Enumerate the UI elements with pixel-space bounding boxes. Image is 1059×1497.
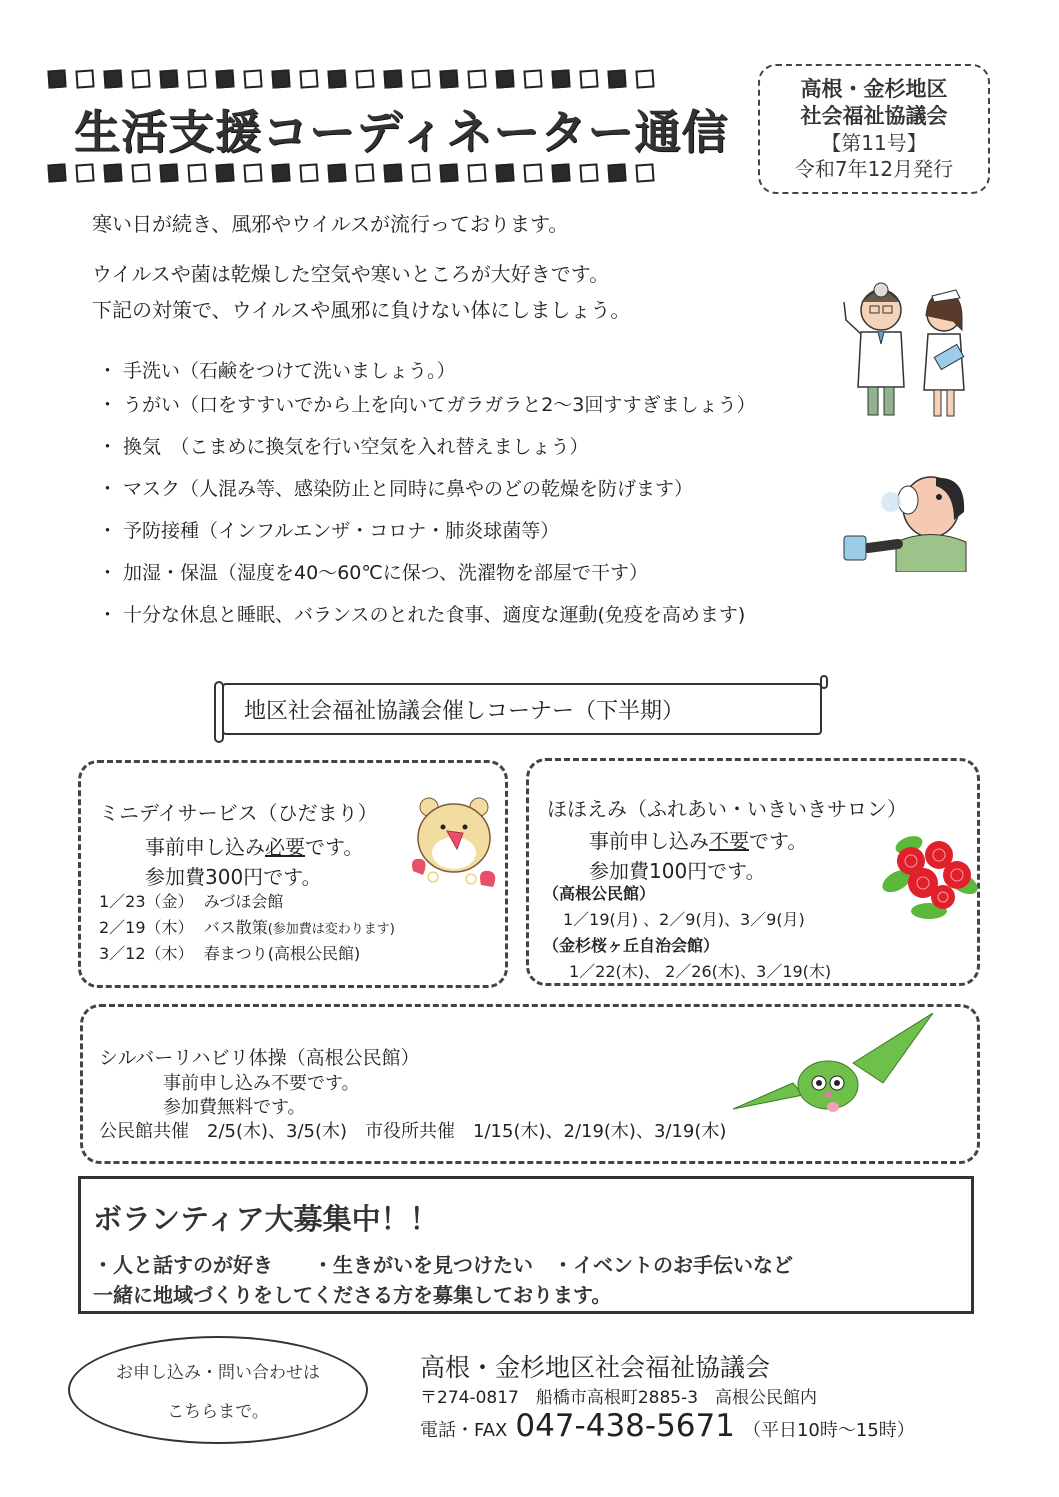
bullet-icon: ・: [98, 360, 118, 382]
hohoemi-registration: [589, 825, 807, 854]
mini-day-fee: 参加費300円です。: [145, 865, 322, 889]
tip-item: [98, 516, 559, 543]
events-banner-text: 地区社会福祉協議会催しコーナー（下半期）: [244, 698, 685, 724]
red-roses-illustration-icon: [879, 831, 979, 921]
events-banner: [222, 683, 822, 735]
bubble-line-2: こちらまで。: [167, 1402, 269, 1422]
hohoemi-dates-1: 1／19(月) 、2／9(月)、3／9(月): [563, 910, 805, 929]
issue-number: 【第11号】: [821, 131, 927, 155]
bullet-icon: ・: [98, 604, 118, 626]
hamster-strawberry-illustration-icon: [399, 793, 509, 893]
volunteer-title: ボランティア大募集中！！: [93, 1202, 439, 1236]
tip-item: [98, 558, 648, 585]
bubble-line-1: お申し込み・問い合わせは: [116, 1363, 320, 1383]
intro-line-1: 寒い日が続き、風邪やウイルスが流行っております。: [92, 212, 569, 236]
bullet-icon: ・: [98, 394, 118, 416]
intro-line-3: 下記の対策で、ウイルスや風邪に負けない体にしましょう。: [92, 298, 631, 322]
gargling-man-illustration-icon: [836, 462, 986, 572]
mini-day-title: ミニデイサービス（ひだまり）: [99, 801, 378, 825]
schedule-note: (参加費は変わります): [267, 922, 395, 937]
mini-day-service-box: [78, 760, 508, 988]
silver-fee: 参加費無料です。: [163, 1097, 306, 1118]
tip-item: [98, 432, 589, 459]
tip-text: うがい（口をすすいでから上を向いてガラガラと2～3回すすぎましょう）: [123, 394, 756, 416]
contact-phone-line: [420, 1408, 915, 1444]
schedule-date: 1／23（金）: [99, 892, 194, 911]
phone-label: 電話・FAX: [420, 1420, 508, 1441]
hohoemi-title: ほほえみ（ふれあい・いきいきサロン）: [547, 797, 907, 821]
schedule-desc: みづほ会館: [203, 892, 284, 911]
phone-hours: （平日10時～15時）: [742, 1420, 915, 1441]
volunteer-message: 一緒に地域づくりをしてくださる方を募集しております。: [93, 1283, 612, 1307]
hohoemi-venue-2: （金杉桜ヶ丘自治会館）: [543, 936, 720, 955]
silver-title: シルバーリハビリ体操（高根公民館）: [99, 1047, 420, 1069]
green-bird-mascot-icon: [733, 1013, 963, 1123]
film-strip-bottom: [48, 164, 654, 182]
schedule-desc: 春まつり(高根公民館): [203, 944, 361, 963]
silver-schedule: 公民館共催 2/5(木)、3/5(木) 市役所共催 1/15(木)、2/19(木)、3/19(木): [99, 1121, 727, 1142]
hohoemi-venue-1: （高根公民館）: [543, 884, 656, 903]
tip-item: [98, 600, 745, 627]
phone-number: 047-438-5671: [515, 1408, 735, 1444]
schedule-date: 2／19（木）: [99, 918, 194, 937]
contact-address: 〒274-0817 船橋市高根町2885-3 高根公民館内: [420, 1388, 818, 1408]
newsletter-title: 生活支援コーディネーター通信: [74, 105, 729, 159]
contact-org: 高根・金杉地区社会福祉協議会: [420, 1353, 771, 1382]
tip-item: [98, 356, 456, 383]
tip-item: [98, 390, 756, 417]
issue-date: 令和7年12月発行: [794, 157, 954, 181]
intro-line-2: ウイルスや菌は乾燥した空気や寒いところが大好きです。: [92, 262, 610, 286]
reg-prefix: 事前申し込み: [589, 829, 709, 853]
schedule-row: [99, 889, 283, 912]
reg-prefix: 事前申し込み: [145, 835, 265, 859]
tip-text: 手洗い（石鹸をつけて洗いましょう。）: [123, 360, 456, 382]
tip-item: [98, 474, 693, 501]
tip-text: 換気 （こまめに換気を行い空気を入れ替えましょう）: [123, 436, 589, 458]
tip-text: 予防接種（インフルエンザ・コロナ・肺炎球菌等）: [123, 520, 560, 542]
bullet-icon: ・: [98, 562, 118, 584]
bullet-icon: ・: [98, 520, 118, 542]
hohoemi-dates-2: 1／22(木)、 2／26(木)、3／19(木): [569, 962, 832, 981]
schedule-row: [99, 915, 395, 938]
tip-text: 加湿・保温（湿度を40～60℃に保つ、洗濯物を部屋で干す）: [123, 562, 648, 584]
contact-bubble: [68, 1336, 368, 1444]
hohoemi-salon-box: [526, 758, 980, 986]
issuer-line2: 社会福祉協議会: [800, 104, 948, 128]
volunteer-recruitment-box: [78, 1176, 974, 1314]
mini-day-registration: [145, 831, 363, 860]
reg-emphasis: 不要: [709, 829, 749, 853]
tip-text: マスク（人混み等、感染防止と同時に鼻やのどの乾燥を防げます）: [123, 478, 694, 500]
silver-registration: 事前申し込み不要です。: [163, 1073, 360, 1094]
doctor-nurse-illustration-icon: [836, 272, 986, 422]
issue-info-box: [758, 64, 990, 194]
schedule-date: 3／12（木）: [99, 944, 194, 963]
schedule-row: [99, 941, 360, 964]
bullet-icon: ・: [98, 478, 118, 500]
volunteer-items: ・人と話すのが好き ・生きがいを見つけたい ・イベントのお手伝いなど: [93, 1253, 793, 1277]
tip-text: 十分な休息と睡眠、バランスのとれた食事、適度な運動(免疫を高めます): [123, 604, 746, 626]
reg-suffix: です。: [749, 829, 808, 853]
schedule-desc: バス散策: [203, 918, 268, 937]
hohoemi-fee: 参加費100円です。: [589, 859, 766, 883]
issuer-line1: 高根・金杉地区: [800, 77, 948, 101]
bullet-icon: ・: [98, 436, 118, 458]
silver-rehab-box: [80, 1004, 980, 1164]
film-strip-top: [48, 70, 654, 88]
reg-emphasis: 必要: [265, 835, 305, 859]
reg-suffix: です。: [305, 835, 364, 859]
